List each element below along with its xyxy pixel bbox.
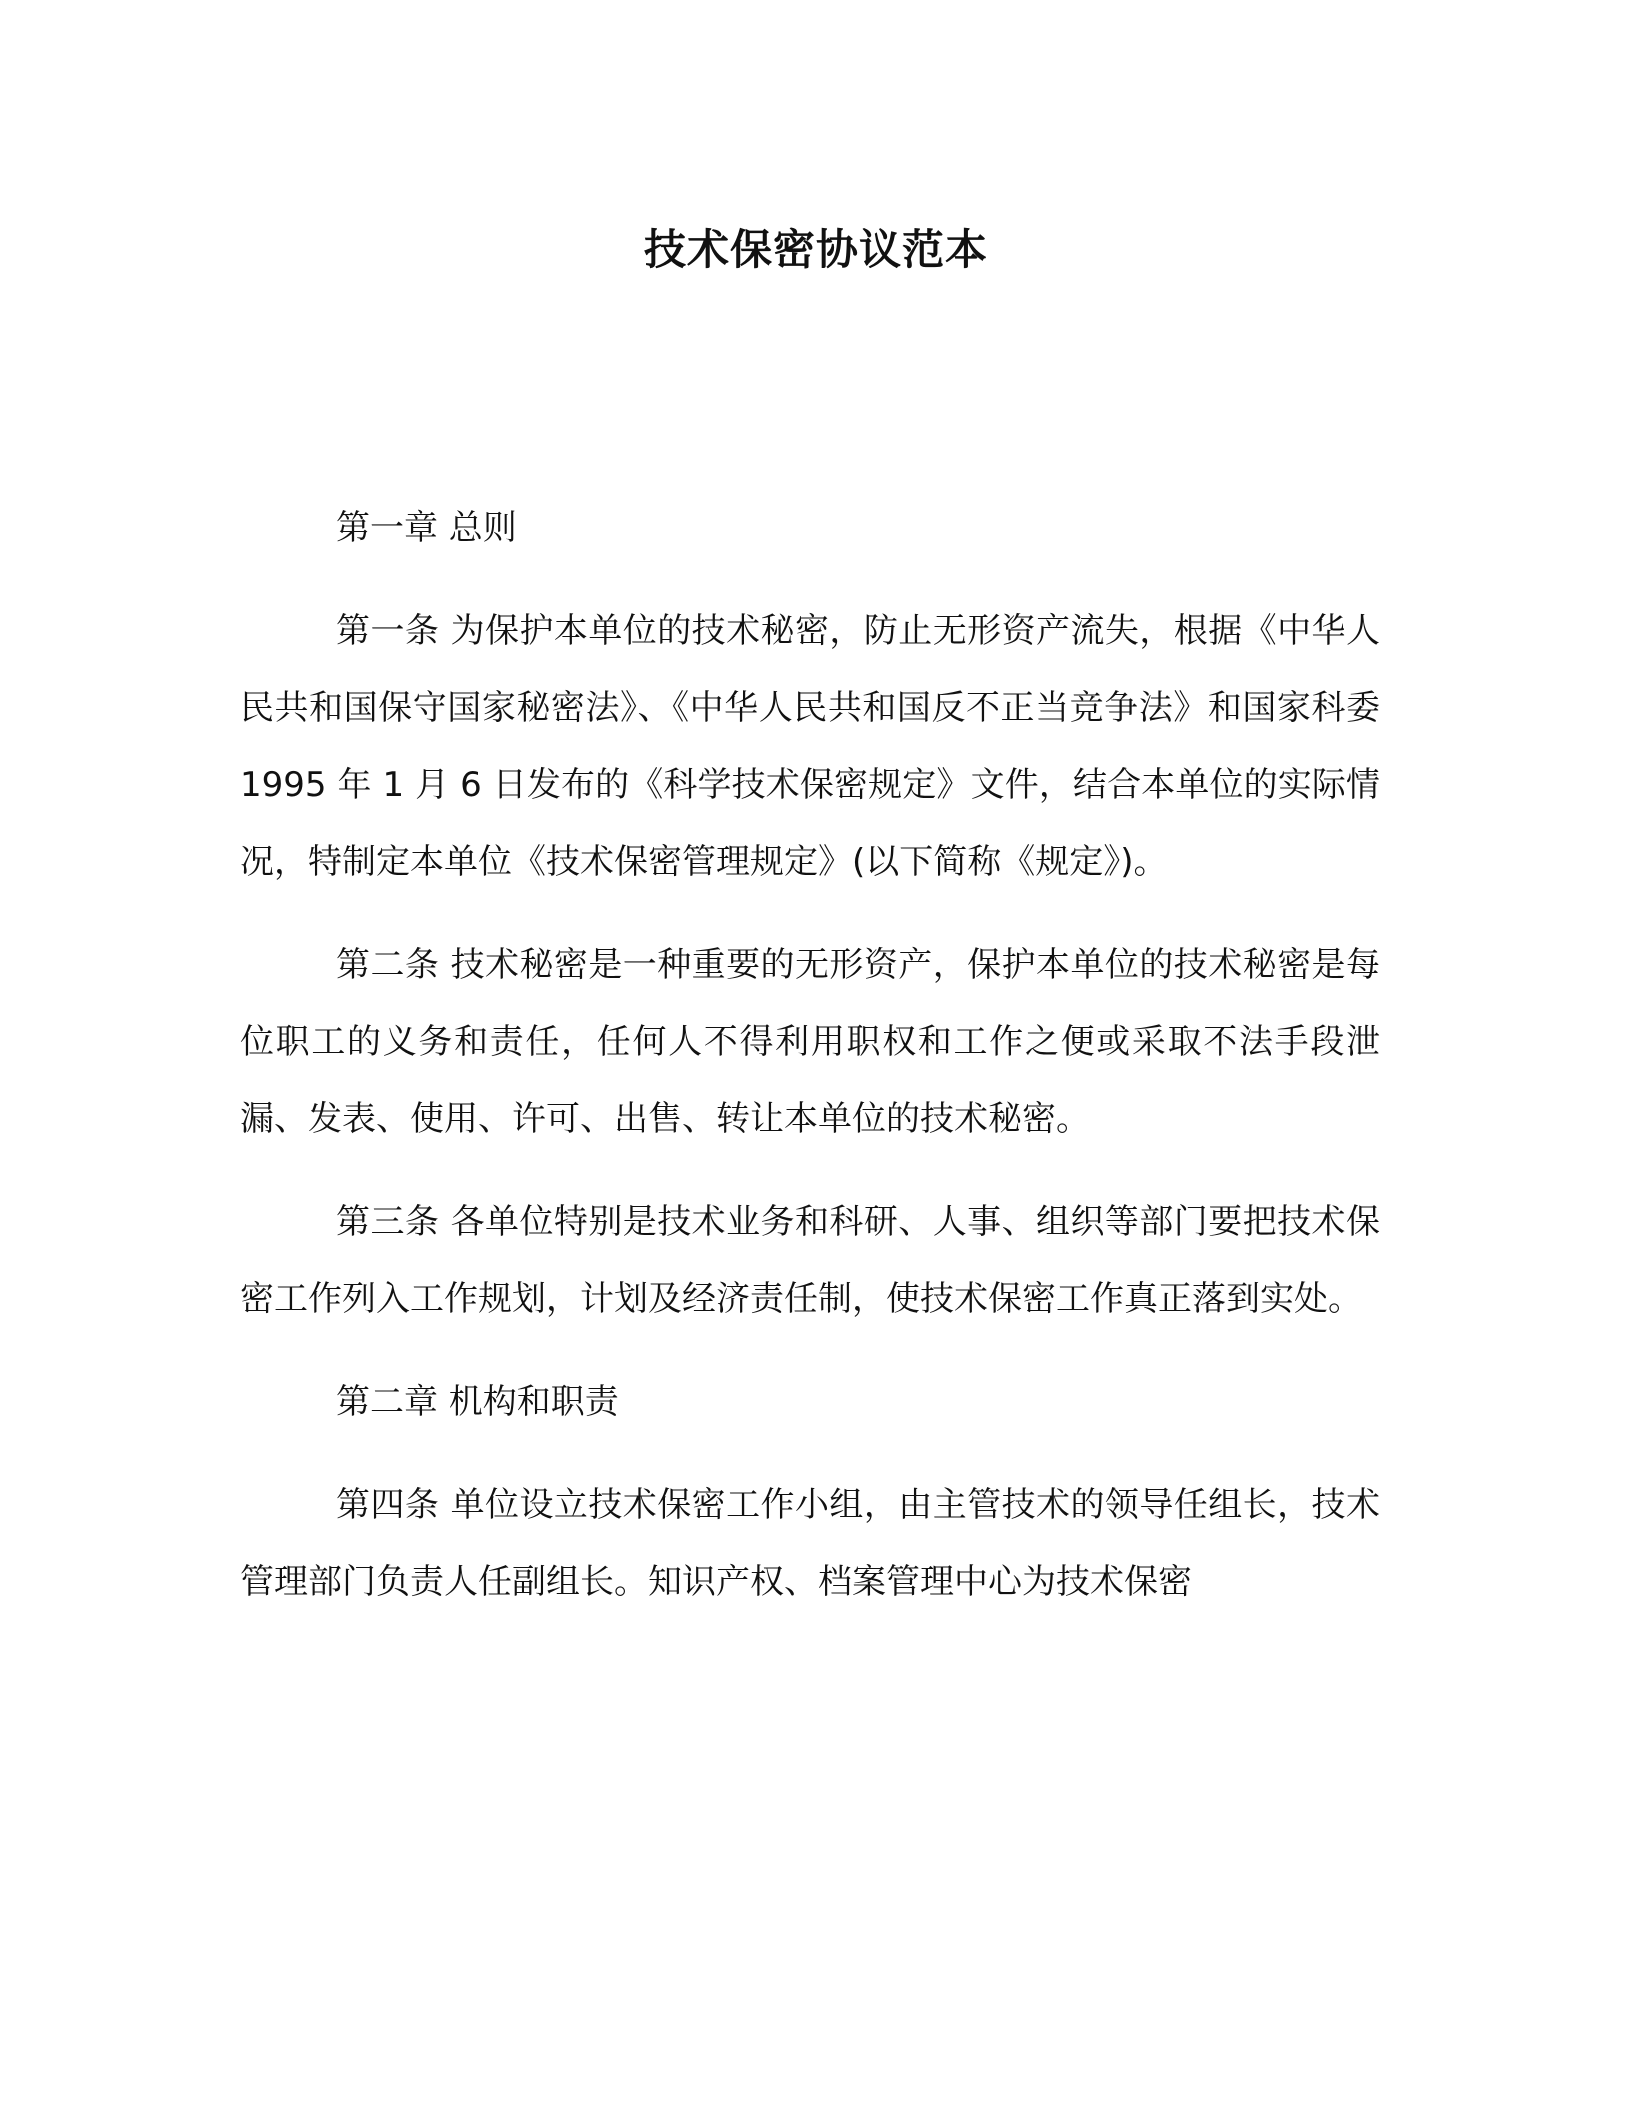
document-title: 技术保密协议范本 (643, 225, 988, 274)
article-3-paragraph: 第三条 各单位特别是技术业务和科研、人事、组织等部门要把技术保密工作列入工作规划，计划及经济责任制，使技术保密工作真正落到实处。 (240, 1202, 1380, 1319)
article-4-paragraph: 第四条 单位设立技术保密工作小组，由主管技术的领导任组长，技术管理部门负责人任副组长。知识产权、档案管理中心为技术保密 (240, 1485, 1380, 1602)
document-body (240, 490, 1380, 1647)
article-1-paragraph: 第一条 为保护本单位的技术秘密，防止无形资产流失，根据《中华人民共和国保守国家秘密法》、《中华人民共和国反不正当竞争法》和国家科委 1995 年 1 月 6 日发布的《科学技术保密规定》文件，结合本单位的实际情况，特制定本单位《技术保密管理规定》(以下简称《规定》)。 (240, 611, 1380, 882)
chapter-2-heading: 第二章 机构和职责 (336, 1382, 619, 1422)
article-2-paragraph: 第二条 技术秘密是一种重要的无形资产，保护本单位的技术秘密是每位职工的义务和责任，任何人不得利用职权和工作之便或采取不法手段泄漏、发表、使用、许可、出售、转让本单位的技术秘密。 (240, 945, 1380, 1139)
chapter-1-heading: 第一章 总则 (336, 508, 517, 548)
